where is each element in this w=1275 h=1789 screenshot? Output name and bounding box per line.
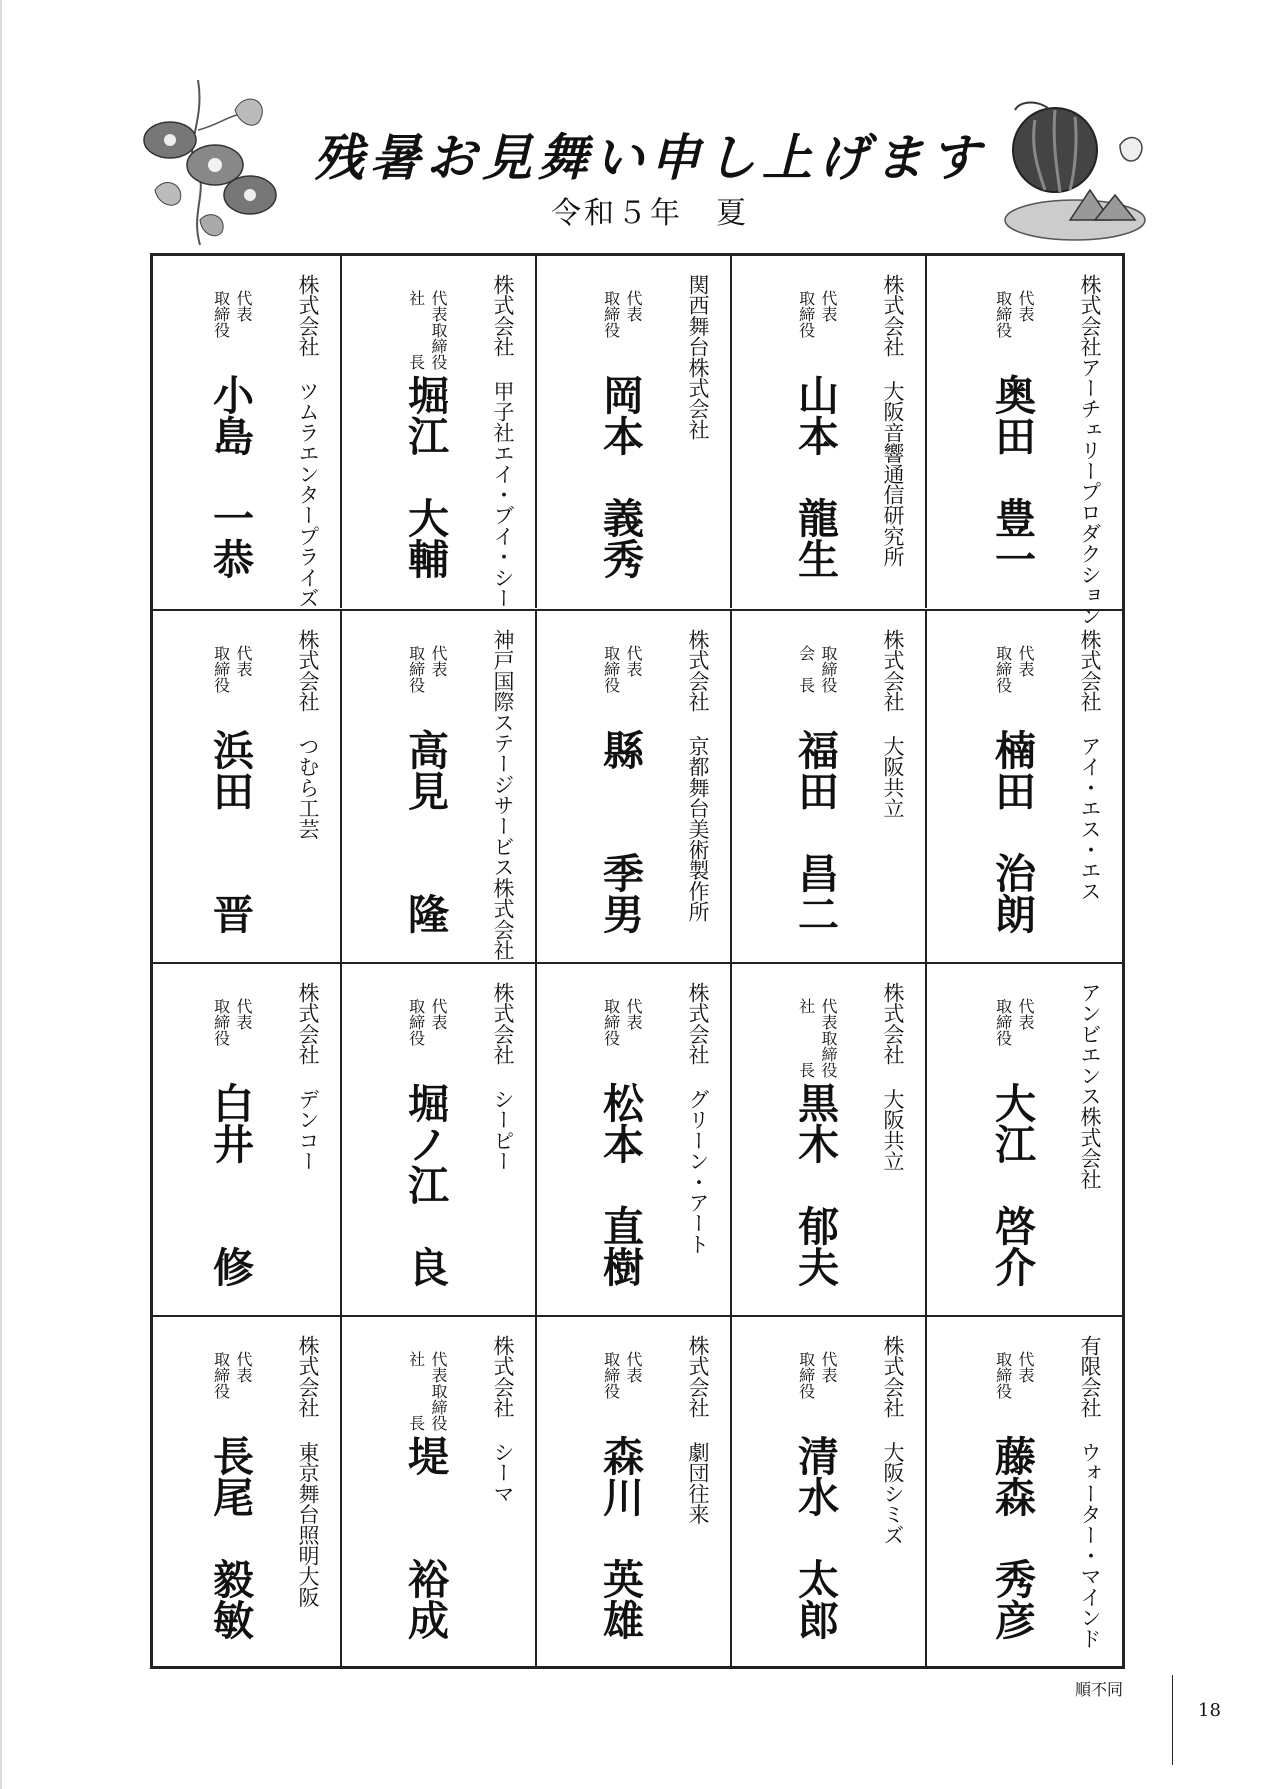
position-title: 代表 取締役 bbox=[601, 645, 643, 693]
company-name: 株式会社 シーピー bbox=[491, 982, 515, 1172]
greeting-cell bbox=[148, 1317, 342, 1669]
company-name: 株式会社 京都舞台美術製作所 bbox=[686, 629, 710, 922]
company-name: 株式会社 デンコー bbox=[296, 982, 320, 1172]
position-title: 代表 取締役 bbox=[993, 1351, 1035, 1399]
company-name: アンビエンス株式会社 bbox=[1078, 982, 1102, 1190]
page-number-divider bbox=[1172, 1675, 1173, 1765]
position-title: 代表取締役 社 長 bbox=[406, 1351, 448, 1431]
position-title: 代表 取締役 bbox=[211, 290, 253, 338]
position-title: 取締役 会 長 bbox=[796, 645, 838, 693]
person-name: 大江 啓介 bbox=[988, 1082, 1036, 1287]
greeting-cell bbox=[538, 256, 732, 608]
greeting-cell bbox=[928, 964, 1122, 1316]
person-name: 山本 龍生 bbox=[791, 374, 839, 579]
greeting-cell bbox=[538, 964, 732, 1316]
company-name: 株式会社 大阪シミズ bbox=[881, 1335, 905, 1546]
greeting-cell bbox=[343, 611, 537, 963]
greeting-cell bbox=[343, 256, 537, 608]
position-title: 代表 取締役 bbox=[406, 645, 448, 693]
greeting-cell bbox=[733, 1317, 927, 1669]
person-name: 黒木 郁夫 bbox=[791, 1082, 839, 1287]
greeting-cell bbox=[538, 611, 732, 963]
company-name: 株式会社 大阪音響通信研究所 bbox=[881, 274, 905, 567]
person-name: 福田 昌二 bbox=[791, 729, 839, 934]
position-title: 代表 取締役 bbox=[993, 645, 1035, 693]
greeting-table bbox=[150, 253, 1125, 1669]
position-title: 代表 取締役 bbox=[601, 290, 643, 338]
person-name: 奥田 豊一 bbox=[988, 374, 1036, 579]
company-name: 株式会社 大阪共立 bbox=[881, 982, 905, 1172]
table-row bbox=[153, 962, 1122, 1316]
person-name: 高見 隆 bbox=[401, 729, 449, 934]
company-name: 株式会社アーチェリープロダクション bbox=[1078, 274, 1102, 626]
greeting-cell bbox=[733, 611, 927, 963]
company-name: 株式会社 グリーン・アート bbox=[686, 982, 710, 1255]
greeting-cell bbox=[148, 611, 342, 963]
position-title: 代表 取締役 bbox=[796, 290, 838, 338]
order-note: 順不同 bbox=[1075, 1680, 1124, 1699]
position-title: 代表 取締役 bbox=[601, 1351, 643, 1399]
greeting-cell bbox=[343, 1317, 537, 1669]
greeting-cell bbox=[148, 256, 342, 608]
table-row bbox=[153, 609, 1122, 963]
position-title: 代表取締役 社 長 bbox=[796, 998, 838, 1078]
greeting-cell bbox=[928, 1317, 1122, 1669]
page-number: 18 bbox=[1198, 1700, 1221, 1721]
position-title: 代表 取締役 bbox=[993, 998, 1035, 1046]
greeting-cell bbox=[343, 964, 537, 1316]
position-title: 代表 取締役 bbox=[211, 1351, 253, 1399]
page-binding-rule bbox=[0, 0, 2, 1789]
company-name: 株式会社 つむら工芸 bbox=[296, 629, 320, 840]
person-name: 藤森 秀彦 bbox=[988, 1435, 1036, 1640]
person-name: 楠田 治朗 bbox=[988, 729, 1036, 934]
position-title: 代表 取締役 bbox=[211, 645, 253, 693]
greeting-cell bbox=[928, 256, 1122, 626]
company-name: 株式会社 大阪共立 bbox=[881, 629, 905, 819]
person-name: 縣 季男 bbox=[596, 729, 644, 934]
table-row bbox=[153, 256, 1122, 626]
page-title: 残暑お見舞い申し上げます bbox=[314, 128, 986, 187]
person-name: 松本 直樹 bbox=[596, 1082, 644, 1287]
company-name: 株式会社 劇団往来 bbox=[686, 1335, 710, 1525]
position-title: 代表 取締役 bbox=[993, 290, 1035, 338]
company-name: 株式会社 東京舞台照明大阪 bbox=[296, 1335, 320, 1608]
morning-glory-illustration-icon bbox=[140, 70, 300, 250]
greeting-cell bbox=[733, 256, 927, 608]
person-name: 堀ノ江 良 bbox=[401, 1082, 449, 1287]
greeting-cell bbox=[733, 964, 927, 1316]
company-name: 関西舞台株式会社 bbox=[686, 274, 710, 440]
position-title: 代表取締役 社 長 bbox=[406, 290, 448, 370]
company-name: 株式会社 アイ・エス・エス bbox=[1078, 629, 1102, 902]
company-name: 有限会社 ウォーター・マインド bbox=[1078, 1335, 1102, 1649]
person-name: 小島 一恭 bbox=[206, 374, 254, 579]
company-name: 株式会社 甲子社エイ・ブイ・シー bbox=[491, 274, 515, 609]
person-name: 長尾 毅敏 bbox=[206, 1435, 254, 1640]
person-name: 堤 裕成 bbox=[401, 1435, 449, 1640]
watermelon-illustration-icon bbox=[1000, 95, 1150, 245]
greeting-cell bbox=[538, 1317, 732, 1669]
person-name: 清水 太郎 bbox=[791, 1435, 839, 1640]
position-title: 代表 取締役 bbox=[211, 998, 253, 1046]
greeting-cell bbox=[928, 611, 1122, 963]
greeting-cell bbox=[148, 964, 342, 1316]
person-name: 白井 修 bbox=[206, 1082, 254, 1287]
person-name: 岡本 義秀 bbox=[596, 374, 644, 579]
company-name: 株式会社 シーマ bbox=[491, 1335, 515, 1504]
person-name: 森川 英雄 bbox=[596, 1435, 644, 1640]
company-name: 神戸国際ステージサービス株式会社 bbox=[491, 629, 515, 961]
person-name: 堀江 大輔 bbox=[401, 374, 449, 579]
company-name: 株式会社 ツムラエンタープライズ bbox=[296, 274, 320, 609]
position-title: 代表 取締役 bbox=[601, 998, 643, 1046]
table-row bbox=[153, 1315, 1122, 1669]
position-title: 代表 取締役 bbox=[406, 998, 448, 1046]
person-name: 浜田 晋 bbox=[206, 729, 254, 934]
position-title: 代表 取締役 bbox=[796, 1351, 838, 1399]
date-subtitle: 令和５年 夏 bbox=[551, 196, 749, 231]
